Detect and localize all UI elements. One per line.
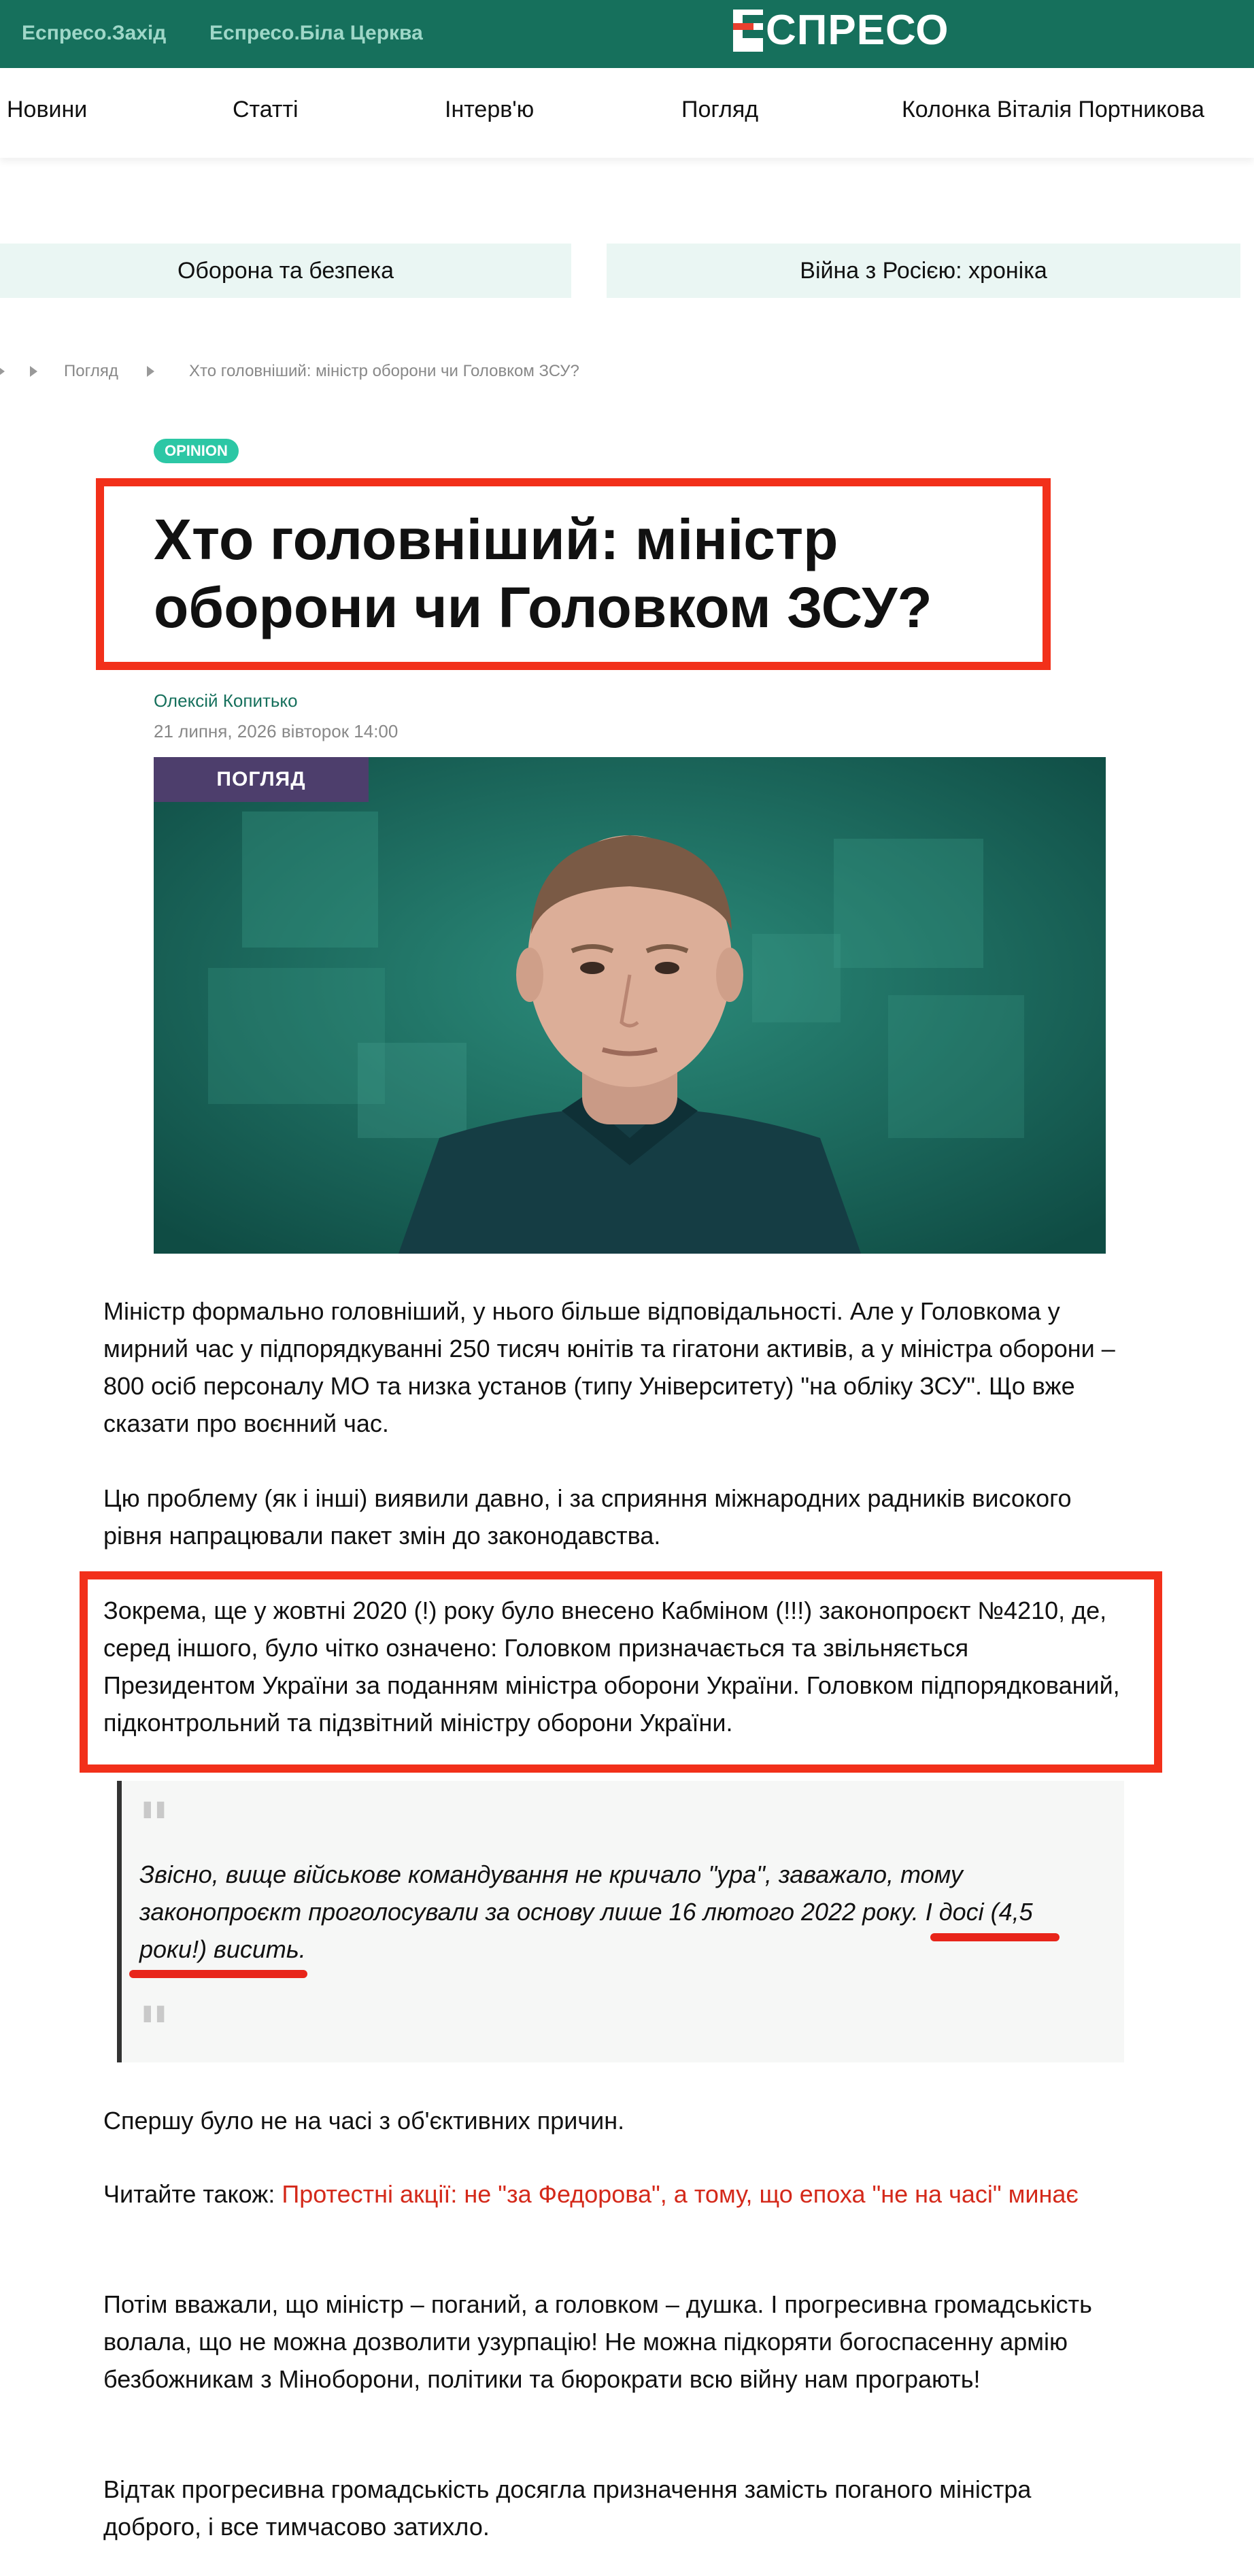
espreso-logo[interactable]	[733, 7, 949, 54]
top-bar	[0, 0, 1254, 68]
breadcrumb-opinion[interactable]: Погляд	[64, 362, 118, 380]
paragraph-2: Цю проблему (як і інші) виявили давно, і за сприяння міжнародних радників високого рівня напрацювали пакет змін до законодавства.	[103, 1484, 1072, 1550]
breadcrumb-separator-icon	[0, 366, 5, 377]
article-image	[154, 757, 1106, 1254]
regional-link-bila-tserkva[interactable]: Еспресо.Біла Церква	[209, 22, 423, 44]
author-link[interactable]: Олексій Копитько	[154, 690, 298, 711]
portrait-illustration	[154, 757, 1106, 1254]
nav-item-interviews[interactable]: Інтерв'ю	[445, 97, 535, 122]
regional-link-zakhid[interactable]: Еспресо.Захід	[22, 22, 167, 44]
paragraph-3: Зокрема, ще у жовтні 2020 (!) року було внесено Кабміном (!!!) законопроєкт №4210, де, серед іншого, було чітко означено: Головком призначається та звільняється Президентом України за поданням міністра оборони України. Головком підпорядкований, підконтрольний та підзвітний міністру оборони України.	[103, 1596, 1120, 1737]
nav-item-articles[interactable]: Статті	[233, 97, 299, 122]
paragraph-1: Міністр формально головніший, у нього більше відповідальності. Але у Головкома у мирний час у підпорядкуванні 250 тисяч юнітів та гігатони активів, а у міністра оборони – 800 осіб персоналу МО та низка установ (типу Університету) "на обліку ЗСУ". Що вже сказати про воєнний час.	[103, 1297, 1115, 1437]
nav-item-news[interactable]: Новини	[7, 97, 88, 122]
image-category-label: ПОГЛЯД	[154, 757, 369, 802]
logo-text: СПРЕСО	[766, 7, 949, 54]
breadcrumb-current: Хто головніший: міністр оборони чи Головком ЗСУ?	[189, 362, 579, 380]
logo-e-mark	[733, 10, 763, 52]
quote-close-icon: "	[138, 1993, 170, 2065]
article-title: Хто головніший: міністр оборони чи Головком ЗСУ?	[154, 507, 932, 639]
read-also-label: Читайте також:	[103, 2180, 275, 2208]
read-also	[103, 2175, 1123, 2213]
underline-marker	[930, 1933, 1060, 1941]
paragraph-5: Відтак прогресивна громадськість досягла призначення замість поганого міністра доброго, і все тимчасово затихло.	[103, 2475, 1032, 2541]
paragraph-after-quote: Спершу було не на часі з об'єктивних причин.	[103, 2107, 625, 2135]
opinion-badge: OPINION	[154, 439, 239, 463]
paragraph-4: Потім вважали, що міністр – поганий, а головком – душка. І прогресивна громадськість волала, що не можна дозволити узурпацію! Не можна підкоряти богоспасенну армію безбожникам з Міноборони, політики та бюрократи всю війну нам програють!	[103, 2290, 1092, 2393]
read-also-link[interactable]: Протестні акції: не "за Федорова", а тому, що епоха "не на часі" минає	[282, 2180, 1079, 2208]
tag-war-chronicle[interactable]: Війна з Росією: хроніка	[607, 244, 1240, 298]
breadcrumb-separator-icon	[147, 366, 154, 377]
publish-date: 21 липня, 2026 вівторок 14:00	[154, 721, 399, 741]
tag-defense-security[interactable]: Оборона та безпека	[0, 244, 571, 298]
main-nav	[0, 68, 1254, 158]
nav-item-portnikov-column[interactable]: Колонка Віталія Портникова	[902, 97, 1205, 122]
quote-open-icon: "	[138, 1789, 170, 1861]
underline-marker	[129, 1970, 307, 1978]
quote-text: Звісно, вище військове командування не кричало "ура", заважало, тому законопроєкт проголосували за основу лише 16 лютого 2022 року. І досі (4,5 роки!) висить.	[139, 1860, 1033, 1963]
breadcrumb-separator-icon	[30, 366, 37, 377]
blockquote	[117, 1781, 1124, 2065]
nav-item-opinion[interactable]: Погляд	[681, 97, 759, 122]
